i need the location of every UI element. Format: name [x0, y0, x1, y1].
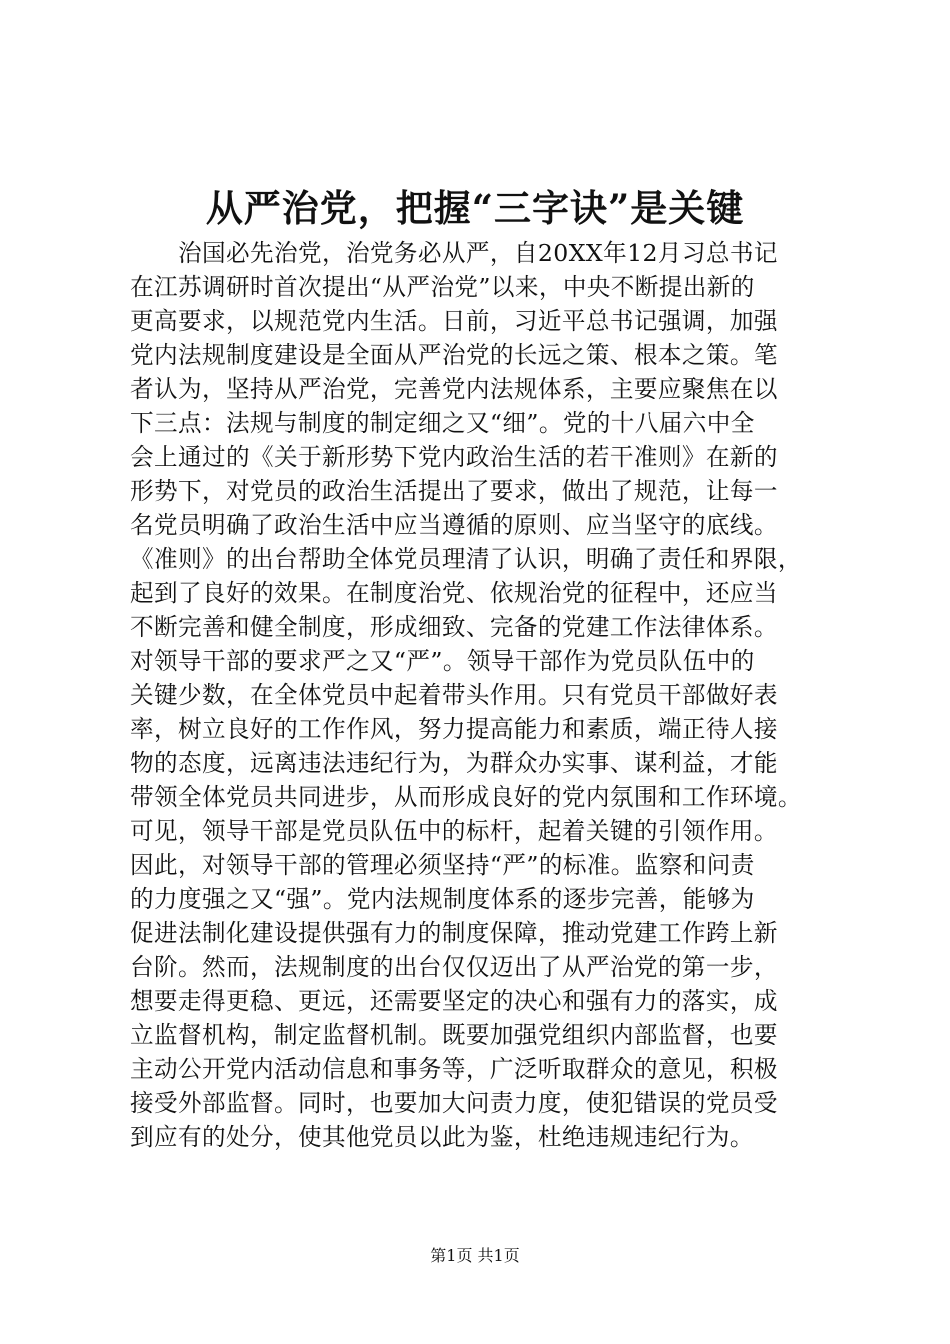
page-footer: 第1页 共1页: [430, 1246, 520, 1265]
body-line: 促进法制化建设提供强有力的制度保障，推动党建工作跨上新: [130, 919, 778, 947]
body-line: 名党员明确了政治生活中应当遵循的原则、应当坚守的底线。: [130, 511, 778, 539]
body-line: 率，树立良好的工作作风，努力提高能力和素质，端正待人接: [130, 715, 778, 743]
body-line: 到应有的处分，使其他党员以此为鉴，杜绝违规违纪行为。: [130, 1123, 754, 1151]
body-line: 的力度强之又“强”。党内法规制度体系的逐步完善，能够为: [130, 885, 755, 913]
page-title: 从严治党，把握“三字诀”是关键: [205, 186, 745, 230]
body-line: 治国必先治党，治党务必从严，自20XX年12月习总书记: [130, 239, 778, 267]
body-line: 物的态度，远离违法违纪行为，为群众办实事、谋利益，才能: [130, 749, 778, 777]
body-line: 更高要求，以规范党内生活。日前，习近平总书记强调，加强: [130, 307, 778, 335]
article-body: [130, 236, 830, 1154]
body-line: 带领全体党员共同进步，从而形成良好的党内氛围和工作环境。: [130, 783, 802, 811]
body-line: 不断完善和健全制度，形成细致、完备的党建工作法律体系。: [130, 613, 778, 641]
body-line: 《准则》的出台帮助全体党员理清了认识，明确了责任和界限，: [130, 545, 802, 573]
body-line: 立监督机构，制定监督机制。既要加强党组织内部监督，也要: [130, 1021, 778, 1049]
body-line: 关键少数，在全体党员中起着带头作用。只有党员干部做好表: [130, 681, 778, 709]
body-line: 因此，对领导干部的管理必须坚持“严”的标准。监察和问责: [130, 851, 755, 879]
body-line: 起到了良好的效果。在制度治党、依规治党的征程中，还应当: [130, 579, 778, 607]
body-line: 形势下，对党员的政治生活提出了要求，做出了规范，让每一: [130, 477, 778, 505]
body-line: 想要走得更稳、更远，还需要坚定的决心和强有力的落实，成: [130, 987, 778, 1015]
body-line: 可见，领导干部是党员队伍中的标杆，起着关键的引领作用。: [130, 817, 778, 845]
body-line: 党内法规制度建设是全面从严治党的长远之策、根本之策。笔: [130, 341, 778, 369]
body-line: 对领导干部的要求严之又“严”。领导干部作为党员队伍中的: [130, 647, 755, 675]
body-line: 下三点：法规与制度的制定细之又“细”。党的十八届六中全: [130, 409, 755, 437]
body-line: 者认为，坚持从严治党，完善党内法规体系，主要应聚焦在以: [130, 375, 778, 403]
body-line: 在江苏调研时首次提出“从严治党”以来，中央不断提出新的: [130, 273, 755, 301]
body-line: 接受外部监督。同时，也要加大问责力度，使犯错误的党员受: [130, 1089, 778, 1117]
body-line: 台阶。然而，法规制度的出台仅仅迈出了从严治党的第一步，: [130, 953, 778, 981]
body-line: 主动公开党内活动信息和事务等，广泛听取群众的意见，积极: [130, 1055, 778, 1083]
body-line: 会上通过的《关于新形势下党内政治生活的若干准则》在新的: [130, 443, 778, 471]
